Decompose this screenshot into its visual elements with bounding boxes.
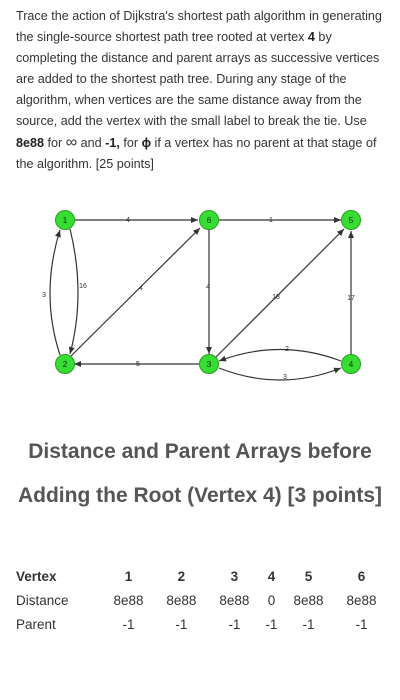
graph-diagram — [0, 200, 400, 390]
infinity-token: 8e88 — [16, 136, 45, 150]
vertex-row-label: Vertex — [16, 568, 57, 584]
parent-cell: -1 — [122, 616, 135, 632]
parent-row-label: Parent — [16, 616, 56, 632]
parent-cell: -1 — [355, 616, 368, 632]
edge-1-2 — [70, 229, 78, 354]
edge-label-4-3: 2 — [285, 346, 289, 353]
edge-2-6 — [71, 228, 200, 356]
node-5 — [342, 211, 361, 230]
edge-label-3-5: 18 — [272, 294, 280, 301]
distance-cell: 0 — [267, 592, 276, 608]
node-4-label: 4 — [348, 360, 354, 369]
vertex-cell: 6 — [357, 568, 366, 584]
edge-3-4 — [219, 368, 341, 380]
edge-label-3-4: 3 — [283, 374, 287, 381]
edge-label-3-2: 5 — [136, 361, 140, 368]
problem-text-6: if a vertex has no parent at that stage of the algorithm. [25 points] — [16, 136, 377, 171]
edge-label-4-5: 17 — [347, 295, 355, 302]
problem-text-2: by completing the distance and parent arrays as successive vertices are added to the shortest path tree. During any stage of the algorithm, when vertices are the same distance away from the source, add the vertex with the small label to break the tie. Use — [16, 30, 380, 128]
node-2 — [56, 355, 75, 374]
problem-statement — [16, 6, 386, 175]
node-6-label: 6 — [206, 216, 212, 225]
distance-cell: 8e88 — [346, 592, 377, 608]
edge-label-6-3: 4 — [206, 284, 210, 291]
vertex-cell: 5 — [304, 568, 313, 584]
edge-label-2-6: 4 — [139, 285, 143, 292]
infinity-icon: ∞ — [65, 134, 78, 151]
node-6 — [200, 211, 219, 230]
distance-cell: 8e88 — [166, 592, 197, 608]
edge-2-1 — [50, 230, 60, 355]
edge-label-1-2: 16 — [79, 283, 87, 290]
null-token: -1, — [105, 136, 120, 150]
vertex-cell: 2 — [177, 568, 186, 584]
distance-cell: 8e88 — [113, 592, 144, 608]
node-3-label: 3 — [206, 360, 212, 369]
root-vertex: 4 — [307, 30, 315, 44]
vertex-cell: 3 — [230, 568, 239, 584]
parent-cell: -1 — [228, 616, 241, 632]
distance-parent-table — [16, 564, 388, 636]
parent-row — [16, 612, 388, 636]
node-1-label: 1 — [62, 216, 68, 225]
section-heading: Distance and Parent Arrays before Adding the Root (Vertex 4) [3 points] — [17, 440, 382, 507]
node-4 — [342, 355, 361, 374]
distance-cell: 8e88 — [219, 592, 250, 608]
edge-4-3 — [219, 350, 341, 362]
edge-3-5 — [216, 229, 344, 357]
distance-row-label: Distance — [16, 592, 69, 608]
node-2-label: 2 — [62, 360, 68, 369]
node-5-label: 5 — [348, 216, 354, 225]
problem-text-1: Trace the action of Dijkstra's shortest path algorithm in generating the single-source shortest path tree rooted at vertex — [16, 9, 382, 44]
problem-text-3: for — [44, 136, 66, 150]
edge-label-2-1: 3 — [42, 292, 46, 299]
problem-text-5: for — [119, 136, 142, 150]
parent-cell: -1 — [302, 616, 315, 632]
node-3 — [200, 355, 219, 374]
empty-set-icon: ϕ — [141, 136, 152, 150]
parent-cell: -1 — [265, 616, 278, 632]
vertex-cell: 1 — [124, 568, 133, 584]
node-1 — [56, 211, 75, 230]
vertex-cell: 4 — [267, 568, 276, 584]
vertex-row — [16, 564, 388, 588]
distance-cell: 8e88 — [293, 592, 324, 608]
distance-row — [16, 588, 388, 612]
edge-label-1-6: 4 — [126, 217, 130, 224]
parent-cell: -1 — [175, 616, 188, 632]
problem-text-4: and — [77, 136, 106, 150]
edge-label-6-5: 1 — [269, 217, 273, 224]
